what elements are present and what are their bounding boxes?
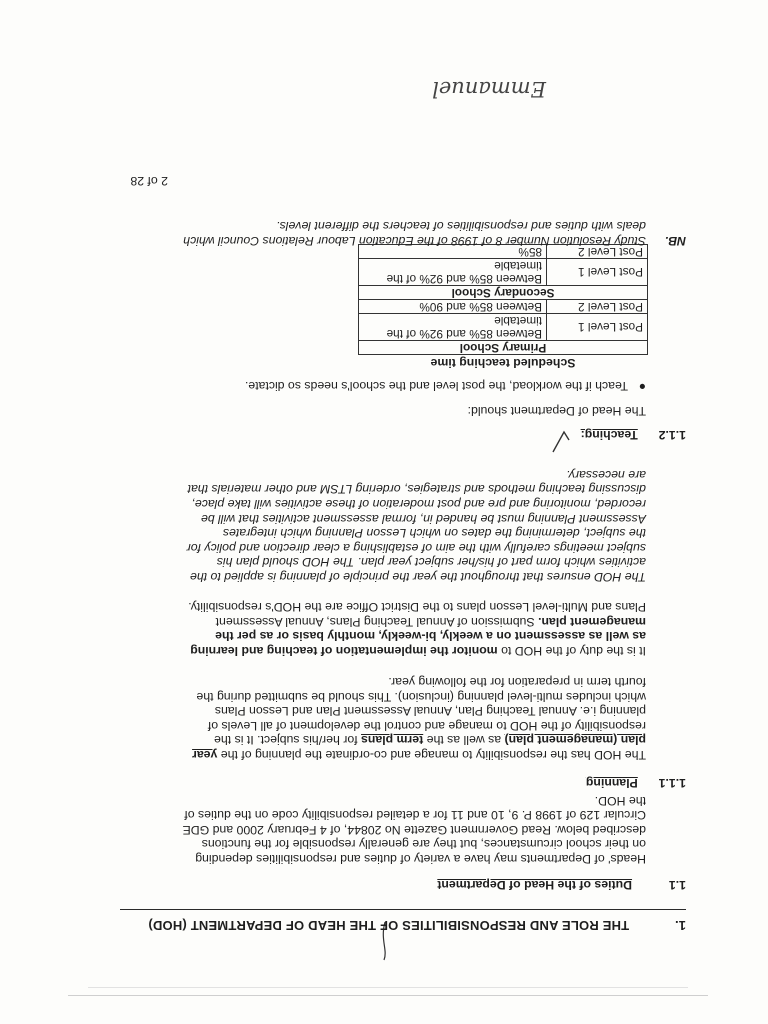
section-title: THE ROLE AND RESPONSIBILITIES OF THE HEAD OF DEPARTMENT (HOD) [148, 918, 630, 933]
text-line: on their school circumstances, but they are generally responsible for the functions [201, 837, 646, 852]
subsection-1-1-heading [437, 877, 686, 892]
table-row [359, 314, 648, 341]
teaching-bullet-text: Teach if the workload, the post level and the school's needs so dictate. [244, 379, 628, 393]
text-run-emphasis: plan (management plan) [504, 733, 646, 748]
subsection-1-1-2-heading [581, 427, 686, 442]
bullet-icon: ● [638, 380, 646, 394]
table-cell-level: Post Level 1 [547, 314, 648, 341]
title-rule [120, 909, 686, 910]
table-group-header: Primary School [359, 341, 648, 355]
table-row [359, 300, 648, 314]
table-row [359, 259, 648, 286]
text-line [86, 733, 646, 748]
text-line: recorded, monitoring and pre and post moderation of these activities will take place, [191, 497, 646, 512]
subsection-1-1-1-heading [586, 775, 686, 790]
text-line: Study Resolution Number 8 of 1998 of the Education Labour Relations Council which [183, 234, 646, 248]
text-line: activities which form part of his/her subject year plan. The HOD should plan his [216, 555, 646, 570]
section-number: 1. [674, 918, 686, 933]
subsection-title: Planning [585, 776, 638, 790]
planning-paragraph-1 [86, 674, 646, 762]
text-line: Circular 129 of 1998 P. 9, 10 and 11 for a detailed responsibility code on the duties of [184, 808, 646, 823]
teaching-time-table [358, 244, 648, 355]
planning-paragraph-2 [86, 600, 646, 658]
table-group-header: Secondary School [359, 286, 648, 300]
table-cell-level: Post Level 1 [547, 259, 648, 286]
text-line: the HOD. [594, 793, 646, 808]
table-cell-time: 85% [359, 245, 547, 259]
table-cell-time: Between 85% and 92% of the timetable [359, 314, 547, 341]
text-run-emphasis: year [192, 748, 218, 762]
text-run: It is the duty of the HOD to [497, 644, 646, 658]
check-mark-icon [550, 428, 572, 454]
subsection-number: 1.1 [668, 878, 686, 892]
handwritten-name: Emmanuel [432, 77, 546, 101]
table-row [359, 341, 648, 355]
text-line: planning i.e. Annual Teaching Plan, Annual Assessment Plan and Lesson Plans [214, 704, 646, 719]
table-row [359, 286, 648, 300]
text-line [86, 747, 646, 762]
text-line: Heads' of Departments may have a variety of duties and responsibilities depending [195, 852, 646, 866]
table-cell-level: Post Level 2 [547, 245, 648, 259]
text-run-emphasis: term plans [361, 733, 424, 748]
table-cell-time: Between 85% and 92% of the timetable [359, 259, 547, 286]
text-line: Assessment Planning must be handed in, formal assessment activities that will be [201, 511, 646, 526]
text-run-emphasis: monitor the implementation of teaching and learning [190, 644, 498, 658]
planning-paragraph-3 [86, 467, 646, 584]
text-line: responsibility of the HOD to manage and control the development of all Levels of [207, 718, 646, 733]
subsection-number: 1.1.1 [658, 776, 686, 790]
text-line [86, 614, 646, 629]
duties-paragraph [86, 793, 646, 866]
text-line: which includes multi-level planning (inclusion). This should be submitted during the [196, 689, 646, 704]
table-caption: Scheduled teaching time [430, 356, 576, 370]
scan-edge-mark [68, 995, 708, 996]
text-line: the subject, determining the dates on which Lesson Planning which integrates [222, 526, 646, 541]
text-line: are necessary. [566, 467, 646, 482]
note-text [86, 219, 646, 248]
text-run-emphasis: management plan. [538, 614, 646, 629]
text-run: The HOD has the responsibility to manage and co-ordinate the planning of the [217, 748, 646, 762]
text-line: The HOD ensures that throughout the year the principle of planning is applied to the [190, 570, 646, 584]
text-line: as well as assessment on a weekly, bi-weekly, monthly basis or as per the [215, 629, 646, 644]
text-line: subject meetings carefully with the aim of establishing a clear direction and policy for [186, 540, 646, 555]
table-cell-level: Post Level 2 [547, 300, 648, 314]
page-number: 2 of 28 [130, 174, 168, 188]
text-run: Submission of Annual Teaching Plans, Annual Assessment [215, 614, 539, 629]
text-line: fourth term in preparation for the following year. [388, 675, 646, 690]
text-line: discussing teaching methods and strategies, ordering LTSM and other materials that [187, 482, 646, 497]
text-line [86, 643, 646, 658]
text-line: described below. Read Government Gazette No 20844, of 4 February 2000 and GDE [182, 822, 646, 837]
table-cell-time: Between 85% and 90% [359, 300, 547, 314]
text-run: for her/his subject. It is the [214, 733, 362, 748]
subsection-title: Duties of the Head of Department [437, 878, 633, 892]
subsection-title: Teaching: [580, 428, 638, 442]
note-label: NB. [664, 234, 686, 248]
text-line: deals with duties and responsibilities of teachers the different levels. [276, 219, 646, 234]
teaching-intro: The Head of Department should: [467, 404, 646, 418]
text-line: Plans and Multi-level Lesson plans to the District Office are the HOD's responsibility. [188, 600, 646, 615]
subsection-number: 1.1.2 [658, 428, 686, 442]
text-run: as well as the [423, 733, 505, 748]
scan-edge-mark [88, 987, 688, 988]
section-heading [96, 917, 686, 932]
